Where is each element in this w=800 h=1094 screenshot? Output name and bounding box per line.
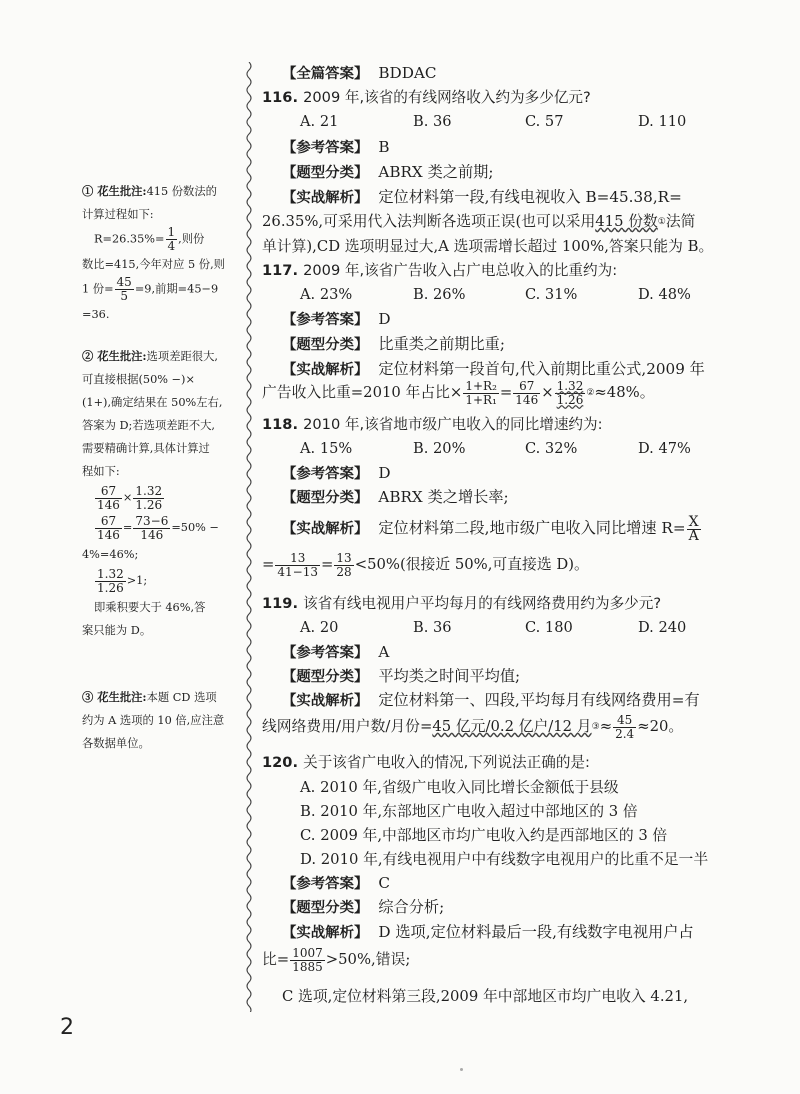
annotation-2-line: 答案为 D;若选项差距不大, [82, 419, 216, 432]
question-stem: 2009 年,该省广告收入占广电总收入的比重约为: [303, 262, 618, 279]
annotation-2-head: ② 花生批注: [82, 349, 147, 363]
analysis-119-l2 [262, 712, 683, 742]
option-a: A. 23% [300, 286, 353, 303]
annotation-1-head: ① 花生批注: [82, 184, 147, 198]
approx-sign: ≈ [599, 718, 613, 735]
analysis-text: >50%,错误; [325, 951, 411, 968]
fraction: $\frac{13}{28}$ [336, 550, 352, 579]
option-a: A. 15% [300, 440, 353, 457]
label-answer: 【参考答案】 [282, 140, 369, 156]
analysis-118-l2 [262, 550, 589, 580]
label-answer: 【参考答案】 [282, 312, 369, 328]
equals-sign: = [321, 556, 334, 573]
category-value: ABRX 类之前期; [378, 163, 494, 181]
equals-sign: = [262, 556, 275, 573]
category-116 [282, 161, 493, 184]
option-a: A. 21 [300, 113, 339, 130]
option-d: D. 2010 年,有线电视用户中有线数字电视用户的比重不足一半 [300, 851, 709, 868]
analysis-116-l1 [282, 186, 682, 209]
fraction: $\frac{67}{146}$ [97, 483, 120, 512]
answer-value: D [378, 310, 391, 328]
analysis-text: 单计算),CD 选项明显过大,A 选项需增长超过 100%,答案只能为 B。 [262, 238, 714, 255]
annotation-1-line: R=26.35%= [94, 232, 165, 246]
fraction: $\frac{1}{4}$ [167, 225, 176, 253]
option-d: D. 47% [638, 440, 691, 457]
label-category: 【题型分类】 [282, 669, 369, 685]
times-sign: × [122, 491, 133, 504]
question-stem: 2009 年,该省的有线网络收入约为多少亿元? [303, 89, 591, 106]
option-a: A. 2010 年,省级广电收入同比增长金额低于县级 [300, 779, 619, 796]
analysis-text: 比= [262, 951, 290, 968]
label-full-answer: 【全篇答案】 [282, 66, 369, 82]
fraction: $\frac{X}{A}$ [688, 513, 699, 544]
annotation-2-text: 选项差距很大, [146, 350, 218, 363]
category-119 [282, 665, 520, 688]
question-120 [262, 752, 590, 774]
annotation-2-line: 案只能为 D。 [82, 624, 152, 637]
label-answer: 【参考答案】 [282, 466, 369, 482]
label-category: 【题型分类】 [282, 900, 369, 916]
category-117 [282, 333, 505, 356]
answer-value: A [378, 643, 390, 661]
category-120 [282, 896, 444, 919]
page-number: 2 [60, 1015, 74, 1040]
question-117 [262, 260, 617, 282]
analysis-text: 定位材料第一段,有线电视收入 B=45.38,R= [378, 188, 682, 206]
option-c: C. 2009 年,中部地区市均广电收入约是西部地区的 3 倍 [300, 827, 668, 844]
annotation-2-line: 程如下: [82, 465, 120, 478]
analysis-text: 定位材料第一段首句,代入前期比重公式,2009 年 [378, 360, 705, 378]
analysis-text: ≈48%。 [594, 384, 655, 401]
option-b: B. 20% [413, 440, 466, 457]
answer-118 [282, 462, 391, 485]
question-116 [262, 87, 591, 109]
label-analysis: 【实战解析】 [282, 925, 369, 941]
annotation-3-line: 约为 A 选项的 10 倍,应注意 [82, 714, 225, 727]
annotation-2-line: 可直接根据(50% −)× [82, 373, 195, 386]
label-category: 【题型分类】 [282, 165, 369, 181]
question-number: 119. [262, 595, 299, 612]
analysis-text: ≈20。 [637, 718, 684, 735]
annotation-3-text: 本题 CD 选项 [146, 691, 217, 704]
label-analysis: 【实战解析】 [282, 362, 369, 378]
fraction: $\frac{1.32}{1.26}$ [135, 483, 163, 512]
fraction: $\frac{13}{41-13}$ [277, 550, 318, 579]
answer-117 [282, 308, 391, 331]
fraction: $\frac{\text{1+R₂}}{\text{1+R₁}}$ [465, 378, 497, 407]
annotation-1-text: 415 份数法的 [146, 185, 217, 198]
annotation-2-line: >1; [126, 574, 148, 587]
annotation-2-line: 需要精确计算,具体计算过 [82, 442, 210, 455]
answer-119 [282, 641, 389, 664]
question-stem: 2010 年,该省地市级广电收入的同比增速约为: [303, 416, 603, 433]
question-number: 117. [262, 262, 299, 279]
analysis-120-l3 [282, 986, 688, 1008]
category-value: 比重类之前期比重; [378, 335, 505, 353]
annotation-1-line: 1 份= [82, 282, 114, 296]
answer-value: B [378, 138, 390, 156]
fraction: $\frac{45}{2.4}$ [615, 712, 635, 741]
times-sign: × [541, 384, 554, 401]
annotation-1-line: 计算过程如下: [82, 208, 154, 221]
label-analysis: 【实战解析】 [282, 693, 369, 709]
analysis-text: 26.35%,可采用代入法判断各选项正误(也可以采用 [262, 213, 596, 230]
option-b: B. 2010 年,东部地区广电收入超过中部地区的 3 倍 [300, 803, 638, 820]
question-number: 120. [262, 754, 299, 771]
question-118 [262, 414, 603, 436]
analysis-text: 定位材料第二段,地市级广电收入同比增速 R= [378, 519, 686, 537]
fraction: $\frac{1.32}{1.26}$ [97, 566, 124, 595]
question-number: 118. [262, 416, 299, 433]
footnote-mark: ② [586, 388, 595, 398]
prev-answer-row [282, 62, 436, 85]
category-value: 综合分析; [378, 898, 445, 916]
option-b: B. 36 [413, 113, 452, 130]
equals-sign: = [122, 521, 133, 534]
question-stem: 该省有线电视用户平均每月的有线网络费用约为多少元? [303, 595, 662, 612]
analysis-text: 线网络费用/用户数/月份= [262, 718, 433, 735]
option-d: D. 110 [638, 113, 687, 130]
analysis-text: D 选项,定位材料最后一段,有线数字电视用户占 [378, 923, 694, 941]
option-c: C. 180 [525, 619, 573, 636]
option-c: C. 57 [525, 113, 564, 130]
analysis-120-l1 [282, 921, 694, 944]
footnote-mark: ① [657, 217, 666, 227]
label-analysis: 【实战解析】 [282, 521, 369, 537]
analysis-116-l2 [262, 211, 695, 233]
analysis-116-l3 [262, 236, 713, 258]
analysis-text: <50%(很接近 50%,可直接选 D)。 [354, 556, 589, 573]
fraction: $\frac{45}{5}$ [116, 275, 132, 303]
option-b: B. 26% [413, 286, 466, 303]
annotation-1-line: =9,前期=45−9 [134, 282, 219, 296]
underlined-term: 415 份数 [595, 213, 658, 230]
option-c: C. 32% [525, 440, 578, 457]
fraction: $\frac{1007}{1885}$ [292, 945, 323, 974]
annotation-3-head: ③ 花生批注: [82, 690, 147, 704]
annotation-2-line: =50% − [171, 521, 219, 534]
underlined-term: 45 亿元/0.2 亿户/12 月 [432, 718, 592, 735]
question-stem: 关于该省广电收入的情况,下列说法正确的是: [303, 754, 590, 771]
answer-value: C [378, 874, 390, 892]
answer-116 [282, 136, 390, 159]
option-a: A. 20 [300, 619, 339, 636]
category-value: ABRX 类之增长率; [378, 488, 509, 506]
equals-sign: = [499, 384, 513, 401]
annotation-2-line: 4%=46%; [82, 548, 139, 561]
label-category: 【题型分类】 [282, 337, 369, 353]
analysis-117-l2 [262, 378, 655, 408]
scan-speck [460, 1068, 463, 1071]
label-answer: 【参考答案】 [282, 645, 369, 661]
option-c: C. 31% [525, 286, 578, 303]
answer-value: D [378, 464, 391, 482]
annotation-1-line: =36. [82, 308, 110, 321]
annotation-3-line: 各数据单位。 [82, 737, 150, 750]
analysis-text: 法简 [665, 213, 696, 230]
footnote-mark: ③ [591, 722, 600, 732]
analysis-118-l1 [282, 513, 702, 544]
fraction: $\frac{73-6}{146}$ [135, 513, 169, 542]
analysis-119-l1 [282, 689, 700, 712]
analysis-120-l2 [262, 945, 410, 975]
question-119 [262, 593, 661, 615]
annotation-1-line: ,则份 [178, 232, 205, 246]
fraction: $\frac{67}{146}$ [97, 513, 120, 542]
fraction: $\frac{1.32}{1.26}$ [556, 378, 584, 407]
analysis-text: C 选项,定位材料第三段,2009 年中部地区市均广电收入 4.21, [282, 988, 689, 1005]
label-answer: 【参考答案】 [282, 876, 369, 892]
category-118 [282, 486, 509, 509]
answer-120 [282, 872, 390, 895]
fraction: $\frac{67}{146}$ [515, 378, 539, 407]
label-analysis: 【实战解析】 [282, 190, 369, 206]
option-d: D. 48% [638, 286, 691, 303]
option-b: B. 36 [413, 619, 452, 636]
analysis-text: 定位材料第一、四段,平均每月有线网络费用=有 [378, 691, 700, 709]
annotation-1-line: 数比=415,今年对应 5 份,则 [82, 258, 225, 271]
question-number: 116. [262, 89, 299, 106]
annotation-2-line: (1+),确定结果在 50%左右, [82, 396, 223, 409]
label-category: 【题型分类】 [282, 490, 369, 506]
category-value: 平均类之时间平均值; [378, 667, 521, 685]
option-d: D. 240 [638, 619, 687, 636]
analysis-text: 广告收入比重=2010 年占比× [262, 384, 463, 401]
full-answer-value: BDDAC [378, 64, 437, 82]
annotation-2-line: 即乘积要大于 46%,答 [94, 601, 206, 614]
